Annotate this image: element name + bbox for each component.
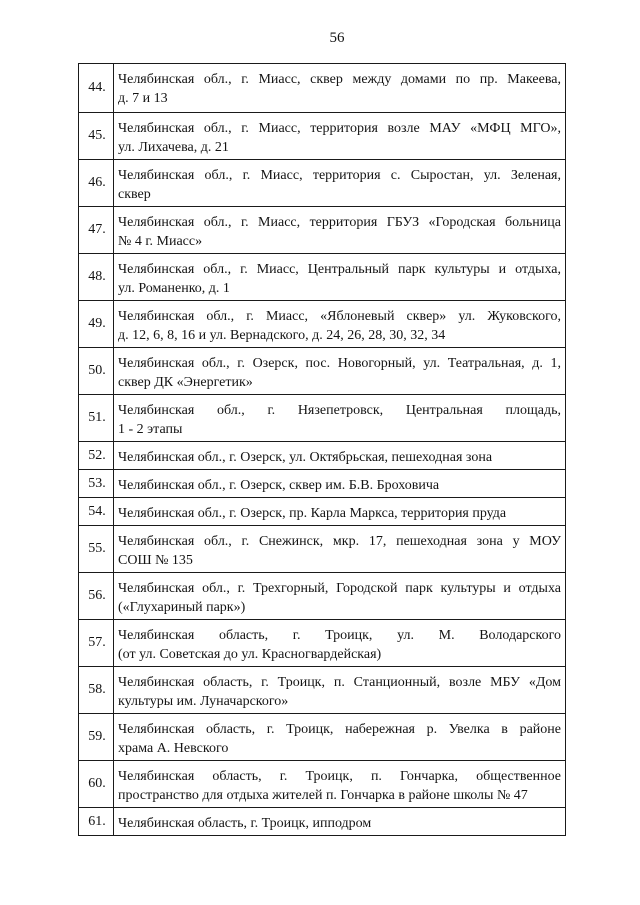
address-line: храма А. Невского [118, 741, 229, 756]
row-number: 56. [79, 573, 114, 619]
row-number: 47. [79, 207, 114, 253]
address-line: Челябинская область, г. Троицк, ул. М. Володарского [118, 628, 561, 643]
row-number: 46. [79, 160, 114, 206]
address-line: Челябинская обл., г. Миасс, территория ГБУЗ «Городская больница [118, 215, 561, 230]
row-address [114, 64, 565, 112]
address-line: 1 - 2 этапы [118, 422, 183, 437]
table-row [79, 112, 565, 159]
table-row [79, 394, 565, 441]
row-number: 54. [79, 498, 114, 525]
row-number: 55. [79, 526, 114, 572]
address-line: № 4 г. Миасс» [118, 234, 203, 249]
row-number: 52. [79, 442, 114, 469]
table-row [79, 300, 565, 347]
address-line: Челябинская обл., г. Миасс, территория возле МАУ «МФЦ МГО», [118, 121, 561, 136]
row-number: 49. [79, 301, 114, 347]
table-row [79, 469, 565, 497]
address-line: ул. Романенко, д. 1 [118, 281, 230, 296]
page-number: 56 [329, 30, 345, 46]
row-address [114, 808, 565, 835]
address-line: д. 12, 6, 8, 16 и ул. Вернадского, д. 24, 26, 28, 30, 32, 34 [118, 328, 446, 343]
row-address [114, 573, 565, 619]
address-line: Челябинская обл., г. Озерск, пр. Карла Маркса, территория пруда [118, 506, 507, 521]
address-line: Челябинская обл., г. Трехгорный, Городской парк культуры и отдыха [118, 581, 561, 596]
row-number: 59. [79, 714, 114, 760]
row-address [114, 254, 565, 300]
address-line: Челябинская обл., г. Миасс, Центральный парк культуры и отдыха, [118, 262, 561, 277]
row-address [114, 526, 565, 572]
address-line: Челябинская обл., г. Миасс, территория с. Сыростан, ул. Зеленая, [118, 168, 561, 183]
address-line: Челябинская обл., г. Снежинск, мкр. 17, пешеходная зона у МОУ [118, 534, 561, 549]
row-number: 60. [79, 761, 114, 807]
table-row [79, 159, 565, 206]
address-line: д. 7 и 13 [118, 91, 168, 106]
row-address [114, 113, 565, 159]
table-row [79, 619, 565, 666]
table-row [79, 253, 565, 300]
row-number: 57. [79, 620, 114, 666]
row-address [114, 714, 565, 760]
address-line: сквер [118, 187, 151, 202]
row-number: 48. [79, 254, 114, 300]
row-address [114, 207, 565, 253]
row-number: 45. [79, 113, 114, 159]
row-address [114, 761, 565, 807]
table-row [79, 713, 565, 760]
table-row [79, 497, 565, 525]
address-line: (от ул. Советская до ул. Красногвардейская) [118, 647, 382, 662]
table-row [79, 807, 565, 835]
row-address [114, 395, 565, 441]
row-number: 50. [79, 348, 114, 394]
table [78, 63, 566, 836]
table-row [79, 64, 565, 112]
table-row [79, 206, 565, 253]
address-line: Челябинская обл., г. Озерск, пос. Новогорный, ул. Театральная, д. 1, [118, 356, 561, 371]
address-line: культуры им. Луначарского» [118, 694, 289, 709]
row-address [114, 160, 565, 206]
table-row [79, 760, 565, 807]
row-number: 51. [79, 395, 114, 441]
row-address [114, 667, 565, 713]
table-row [79, 525, 565, 572]
row-address [114, 620, 565, 666]
row-address [114, 348, 565, 394]
address-line: ул. Лихачева, д. 21 [118, 140, 229, 155]
address-line: Челябинская обл., г. Озерск, ул. Октябрьская, пешеходная зона [118, 450, 493, 465]
table-row [79, 347, 565, 394]
address-line: Челябинская обл., г. Озерск, сквер им. Б.В. Броховича [118, 478, 440, 493]
address-line: Челябинская обл., г. Миасс, сквер между домами по пр. Макеева, [118, 72, 561, 87]
address-line: Челябинская обл., г. Нязепетровск, Центральная площадь, [118, 403, 561, 418]
row-number: 44. [79, 64, 114, 112]
address-line: Челябинская область, г. Троицк, п. Гончарка, общественное [118, 769, 561, 784]
table-row [79, 441, 565, 469]
row-number: 61. [79, 808, 114, 835]
address-line: сквер ДК «Энергетик» [118, 375, 253, 390]
row-number: 58. [79, 667, 114, 713]
address-line: Челябинская область, г. Троицк, набережная р. Увелка в районе [118, 722, 561, 737]
address-line: СОШ № 135 [118, 553, 193, 568]
row-address [114, 470, 565, 497]
table-row [79, 666, 565, 713]
address-line: Челябинская обл., г. Миасс, «Яблоневый сквер» ул. Жуковского, [118, 309, 561, 324]
row-address [114, 498, 565, 525]
address-line: Челябинская область, г. Троицк, ипподром [118, 816, 372, 831]
address-line: («Глухариный парк») [118, 600, 246, 615]
address-line: Челябинская область, г. Троицк, п. Станционный, возле МБУ «Дом [118, 675, 561, 690]
table-row [79, 572, 565, 619]
row-number: 53. [79, 470, 114, 497]
row-address [114, 301, 565, 347]
address-line: пространство для отдыха жителей п. Гончарка в районе школы № 47 [118, 788, 528, 803]
row-address [114, 442, 565, 469]
